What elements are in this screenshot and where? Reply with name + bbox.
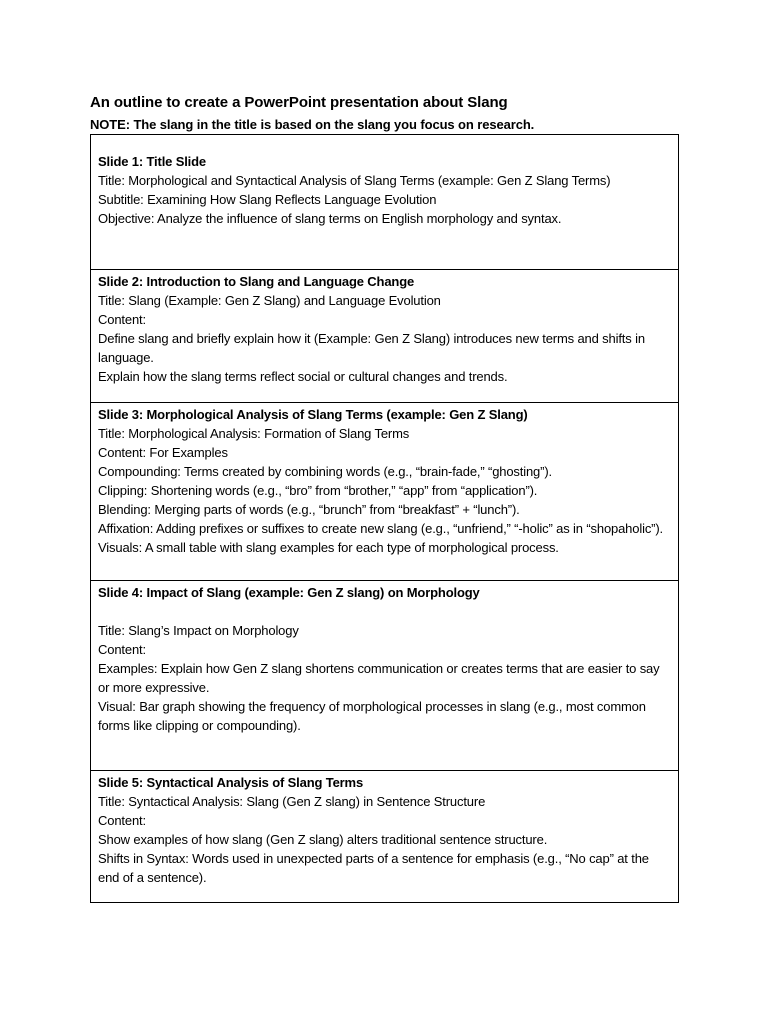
slide-4-cell: [91, 580, 678, 770]
slide-4-content-label: Content:: [98, 642, 146, 657]
slide-4-title-line: Title: Slang’s Impact on Morphology: [98, 623, 299, 638]
slide-1-heading: Slide 1: Title Slide: [98, 154, 207, 169]
slide-3-cell: [91, 402, 678, 580]
slide-2-title-line: Title: Slang (Example: Gen Z Slang) and Language Evolution: [98, 293, 441, 308]
slide-5-syntax-line: Shifts in Syntax: Words used in unexpected parts of a sentence for emphasis (e.g., “No cap” at the end of a sentence).: [98, 851, 649, 885]
slide-2-define-line: Define slang and briefly explain how it (Example: Gen Z Slang) introduces new terms and shifts in language.: [98, 331, 645, 365]
slide-1-subtitle-line: Subtitle: Examining How Slang Reflects Language Evolution: [98, 192, 437, 207]
slide-3-clipping-line: Clipping: Shortening words (e.g., “bro” from “brother,” “app” from “application”).: [98, 483, 538, 498]
slide-5-title-line: Title: Syntactical Analysis: Slang (Gen Z slang) in Sentence Structure: [98, 794, 486, 809]
slide-3-blending-line: Blending: Merging parts of words (e.g., “brunch” from “breakfast” + “lunch”).: [98, 502, 520, 517]
slide-1-title-line: Title: Morphological and Syntactical Analysis of Slang Terms (example: Gen Z Slang Terms): [98, 173, 611, 188]
slide-2-heading: Slide 2: Introduction to Slang and Language Change: [98, 274, 415, 289]
slide-2-content-label: Content:: [98, 312, 146, 327]
slide-5-heading: Slide 5: Syntactical Analysis of Slang Terms: [98, 775, 364, 790]
slide-1-objective-line: Objective: Analyze the influence of slang terms on English morphology and syntax.: [98, 211, 562, 226]
slide-4-visual-line: Visual: Bar graph showing the frequency of morphological processes in slang (e.g., most common forms like clipping or compounding).: [98, 699, 646, 733]
slide-3-affixation-line: Affixation: Adding prefixes or suffixes to create new slang (e.g., “unfriend,” “-holic” as in “shopaholic”).: [98, 521, 663, 536]
slide-3-compounding-line: Compounding: Terms created by combining words (e.g., “brain-fade,” “ghosting”).: [98, 464, 552, 479]
slide-5-cell: [91, 770, 678, 902]
slide-1-cell: [91, 135, 678, 269]
slide-3-visuals-line: Visuals: A small table with slang examples for each type of morphological process.: [98, 540, 559, 555]
document-note: NOTE: The slang in the title is based on the slang you focus on research.: [90, 117, 535, 132]
slide-5-examples-line: Show examples of how slang (Gen Z slang) alters traditional sentence structure.: [98, 832, 548, 847]
slide-4-heading: Slide 4: Impact of Slang (example: Gen Z slang) on Morphology: [98, 585, 480, 600]
slide-5-content-label: Content:: [98, 813, 146, 828]
slide-2-explain-line: Explain how the slang terms reflect social or cultural changes and trends.: [98, 369, 508, 384]
slide-4-examples-line: Examples: Explain how Gen Z slang shortens communication or creates terms that are easier to say or more expressive.: [98, 661, 660, 695]
outline-table: [90, 134, 679, 903]
blank-line: [98, 602, 670, 621]
slide-3-heading: Slide 3: Morphological Analysis of Slang Terms (example: Gen Z Slang): [98, 407, 528, 422]
document-title: An outline to create a PowerPoint presentation about Slang: [90, 94, 508, 111]
slide-2-cell: [91, 269, 678, 402]
slide-3-content-label: Content: For Examples: [98, 445, 228, 460]
slide-3-title-line: Title: Morphological Analysis: Formation of Slang Terms: [98, 426, 410, 441]
